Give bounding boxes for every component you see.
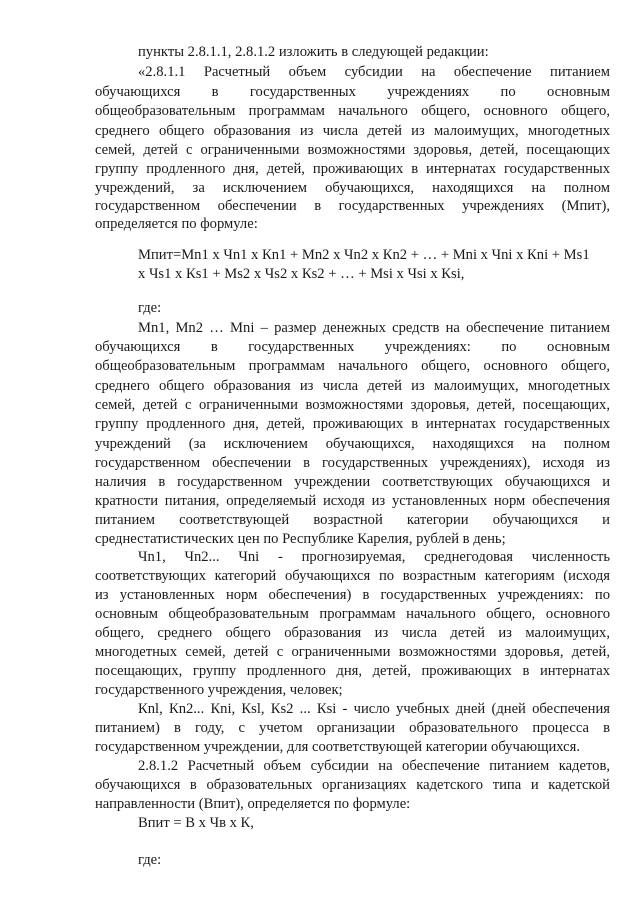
p2-line: семей, детей с ограниченными возможностями здоровья, детей, посещающих, xyxy=(95,397,610,413)
p3-line: из установленных норм обеспечения) в государственных учреждениях: по xyxy=(95,587,610,603)
formula2-line: Впит = В x Чв x К, xyxy=(138,815,254,831)
p2-line: наличия в государственном учреждении соответствующих обучающихся и xyxy=(95,474,610,490)
p1-line: обучающихся в государственных учреждениях по основным xyxy=(95,84,610,100)
p2-line: государственном обеспечении в государственных учреждениях), исходя из xyxy=(95,455,610,471)
p2-line: общеобразовательным программам начального общего, основного общего, xyxy=(95,358,610,374)
p2-line: обучающихся в государственных учреждениях: по основным xyxy=(95,339,610,355)
intro-line: пункты 2.8.1.1, 2.8.1.2 изложить в следующей редакции: xyxy=(138,44,489,60)
p2-line: среднего общего образования из числа детей из малоимущих, многодетных xyxy=(95,378,610,394)
p2-line: Мn1, Мn2 … Мni – размер денежных средств на обеспечение питанием xyxy=(138,320,610,336)
p2-line: питанием соответствующей возрастной категории обучающихся и xyxy=(95,512,610,528)
p5-line: 2.8.1.2 Расчетный объем субсидии на обеспечение питанием кадетов, xyxy=(138,758,610,774)
p3-line: посещающих, группу продленного дня, детей, проживающих в интернатах xyxy=(95,663,610,679)
p5-line: направленности (Впит), определяется по формуле: xyxy=(95,796,411,812)
p2-line: среднестатистических цен по Республике Карелия, рублей в день; xyxy=(95,531,506,547)
p1-line: среднего общего образования из числа детей из малоимущих, многодетных xyxy=(95,123,610,139)
p5-line: обучающихся в образовательных организациях кадетского типа и кадетской xyxy=(95,777,610,793)
p2-line: учреждений (за исключением обучающихся, находящихся на полном xyxy=(95,436,610,452)
p3-line: основным общеобразовательным программам начального общего, основного xyxy=(95,606,610,622)
p4-line: Кnl, Кn2... Кni, Кsl, Кs2 ... Кsi - число учебных дней (дней обеспечения xyxy=(138,701,610,717)
p3-line: соответствующих категорий обучающихся по возрастным категориям (исходя xyxy=(95,568,610,584)
p1-line: государственном обеспечении в государственных учреждениях (Мпит), xyxy=(95,198,610,214)
p1-line: группу продленного дня, детей, проживающих в интернатах государственных xyxy=(95,161,610,177)
p1-line: учреждений, за исключением обучающихся, находящихся на полном xyxy=(95,180,610,196)
p3-line: многодетных семей, детей с ограниченными возможностями здоровья, детей, xyxy=(95,644,610,660)
formula-line: Мпит=Мn1 x Чn1 x Кn1 + Мn2 x Чn2 x Кn2 + … + Мni x Чni x Кni + Мs1 xyxy=(138,247,590,263)
p4-line: государственном учреждении, для соответствующей категории обучающихся. xyxy=(95,739,580,755)
p1-line: определяется по формуле: xyxy=(95,216,258,232)
p2-line: кратности питания, определяемый исходя из установленных норм обеспечения xyxy=(95,493,610,509)
p4-line: питанием) в году, с учетом организации образовательного процесса в xyxy=(95,720,610,736)
p2-line: группу продленного дня, детей, проживающих в интернатах государственных xyxy=(95,416,610,432)
p1-line: «2.8.1.1 Расчетный объем субсидии на обеспечение питанием xyxy=(138,64,610,80)
p1-line: семей, детей с ограниченными возможностями здоровья, детей, посещающих xyxy=(95,142,610,158)
where-label: где: xyxy=(138,852,162,868)
p3-line: общего, среднего общего образования из числа детей из малоимущих, xyxy=(95,625,610,641)
p3-line: государственного учреждения, человек; xyxy=(95,682,343,698)
formula-line: x Чs1 x Кs1 + Мs2 x Чs2 x Кs2 + … + Мsi x Чsi x Кsi, xyxy=(138,266,465,282)
p3-line: Чn1, Чn2... Чni - прогнозируемая, среднегодовая численность xyxy=(138,549,610,565)
where-label: где: xyxy=(138,300,162,316)
p1-line: общеобразовательным программам начального общего, основного общего, xyxy=(95,103,610,119)
